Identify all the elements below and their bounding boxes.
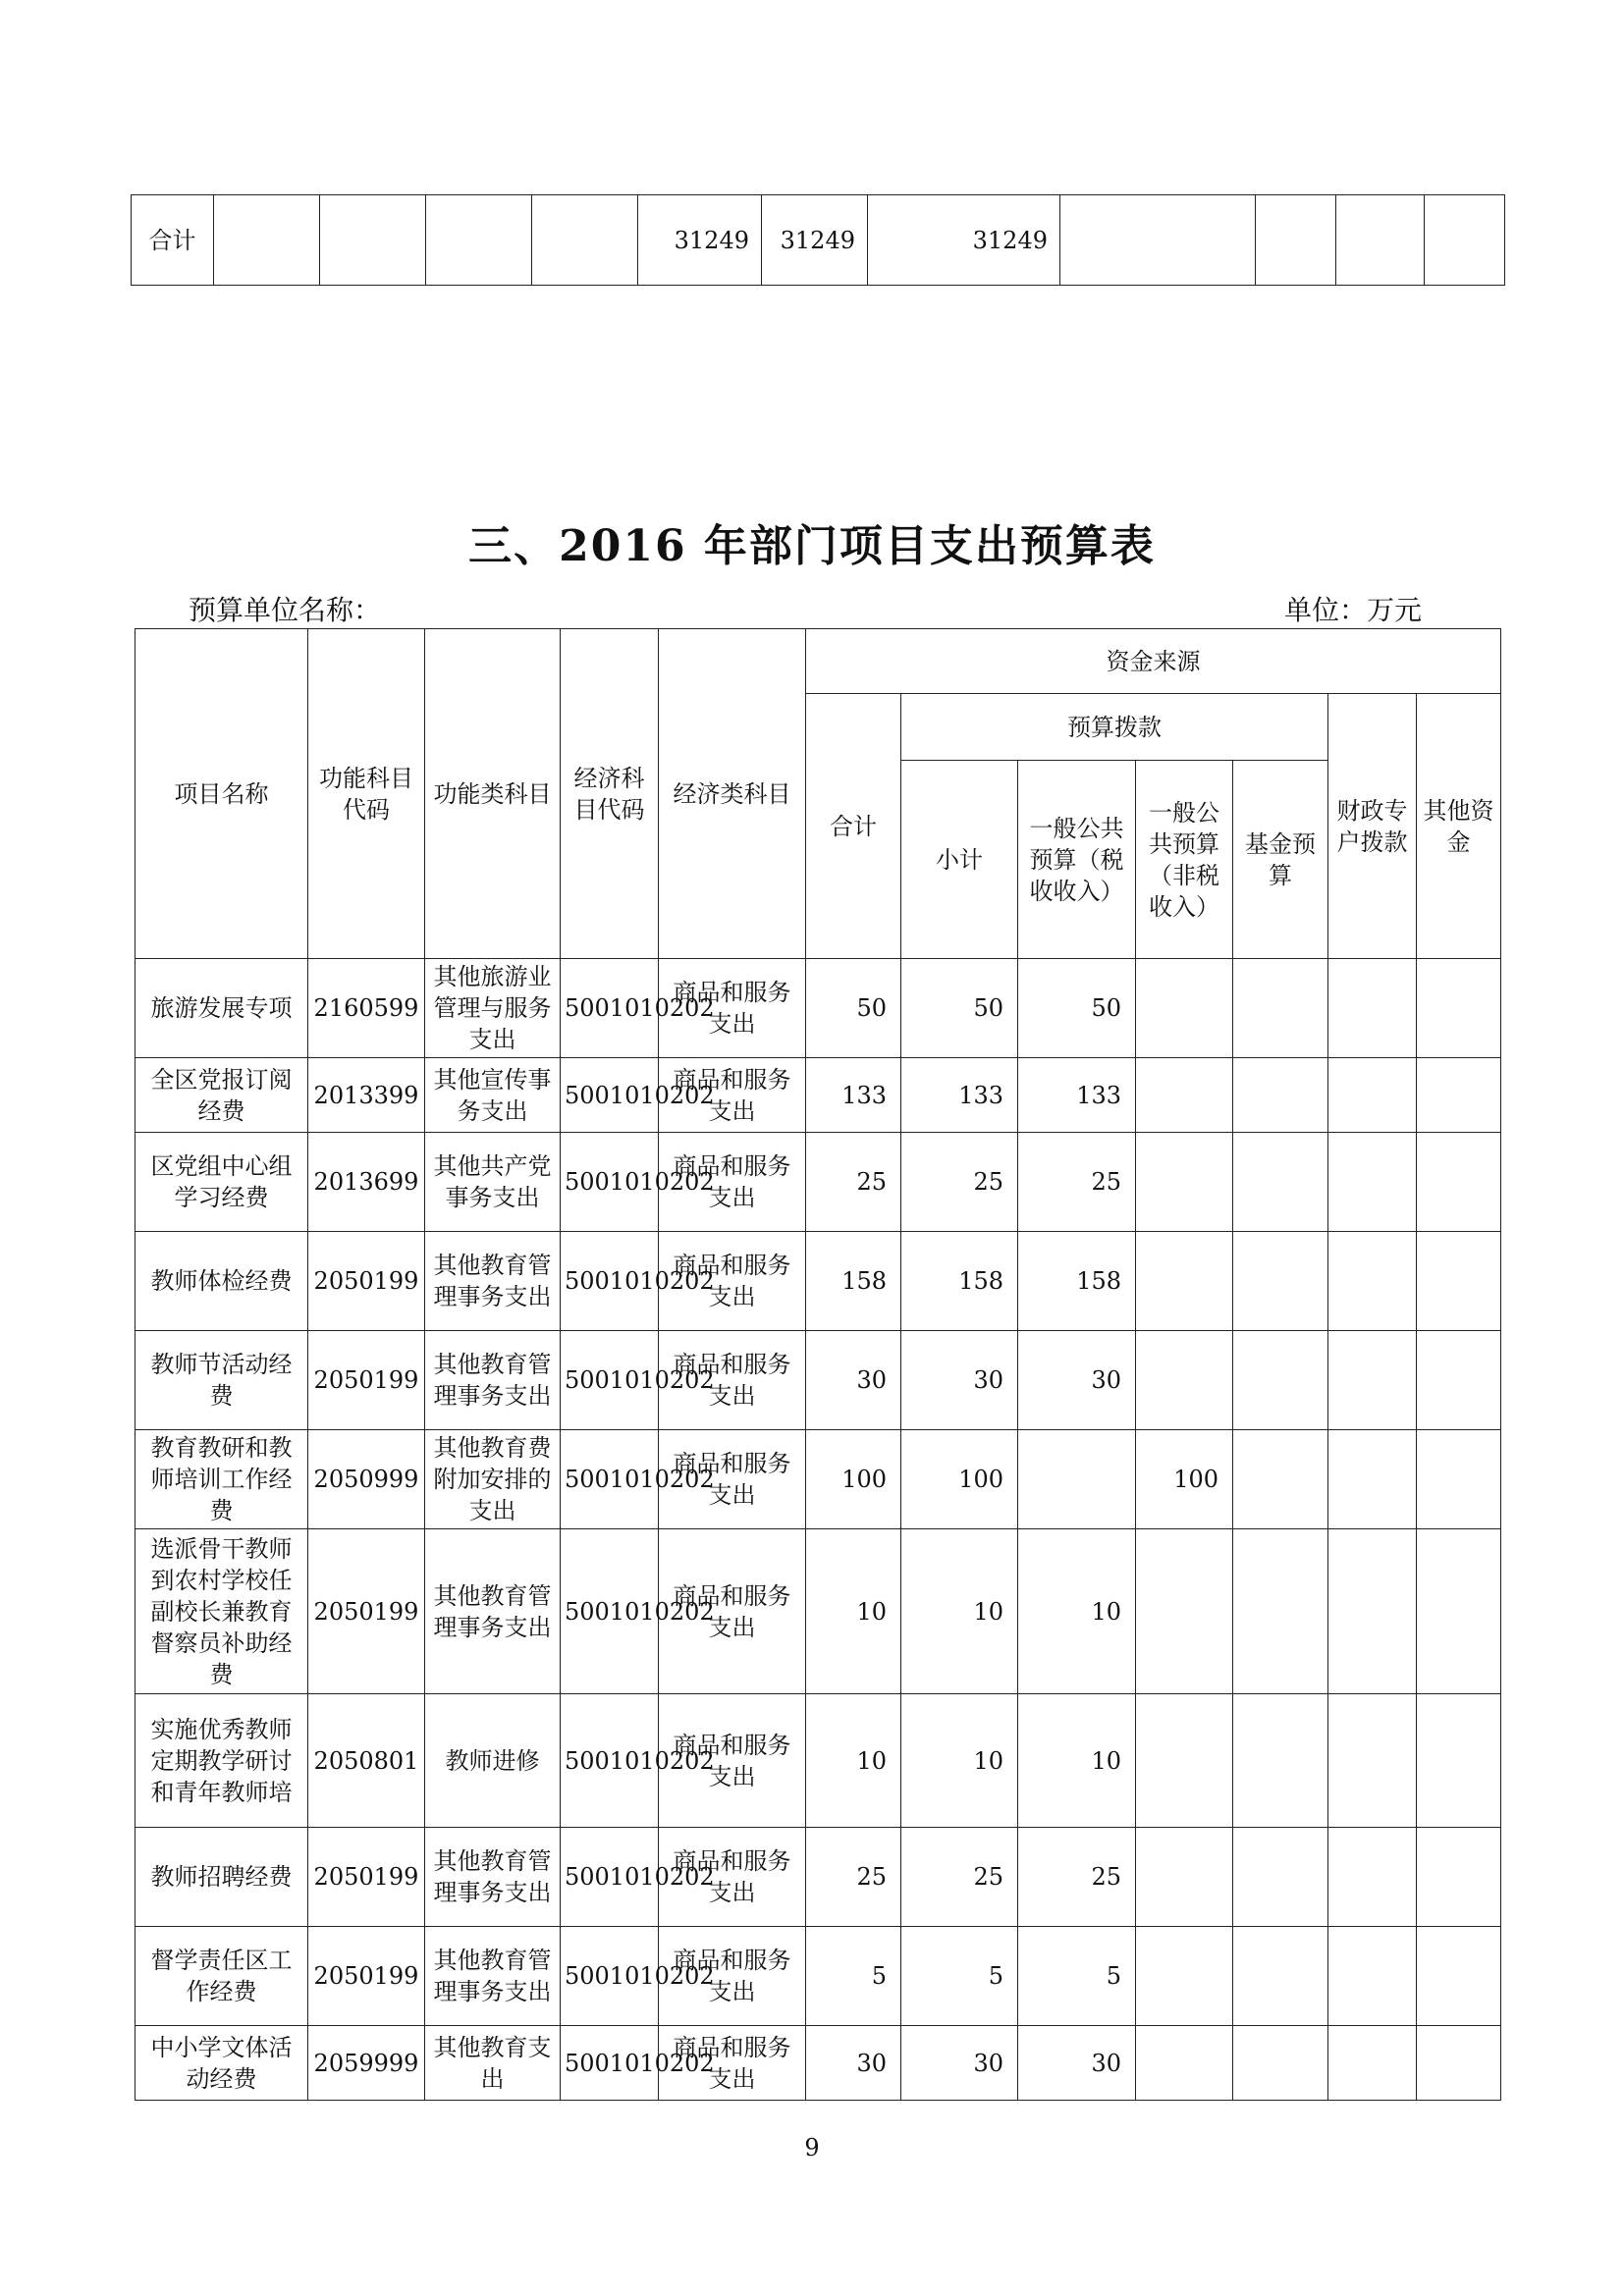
subtotal-cell: 133 (901, 1058, 1018, 1133)
func-code-cell: 2050199 (308, 1232, 425, 1331)
other-funds-cell (1417, 1058, 1501, 1133)
general-nontax-cell (1136, 1331, 1233, 1430)
total-cell (1336, 195, 1425, 286)
subtotal-cell: 25 (901, 1828, 1018, 1927)
unit-label: 单位：万元 (1284, 594, 1423, 626)
header-budget-alloc: 预算拨款 (901, 694, 1328, 761)
func-category-cell: 其他教育支出 (425, 2026, 561, 2101)
general-tax-cell: 25 (1018, 1828, 1136, 1927)
header-general-nontax: 一般公共预算（非税收入） (1136, 761, 1233, 959)
project-expense-table (135, 628, 1501, 2101)
special-alloc-cell (1328, 1694, 1417, 1828)
general-nontax-cell (1136, 1232, 1233, 1331)
other-funds-cell (1417, 959, 1501, 1058)
header-fund-source: 资金来源 (806, 629, 1501, 694)
fund-budget-cell (1233, 1232, 1328, 1331)
other-funds-cell (1417, 1529, 1501, 1694)
table-row (135, 1529, 1501, 1694)
fund-budget-cell (1233, 2026, 1328, 2101)
table-row (135, 1331, 1501, 1430)
total-cell: 31249 (868, 195, 1060, 286)
econ-category-cell: 商品和服务支出 (659, 1133, 806, 1232)
general-tax-cell: 133 (1018, 1058, 1136, 1133)
econ-code-cell: 5001010202 (561, 1694, 659, 1828)
general-tax-cell: 158 (1018, 1232, 1136, 1331)
table-row (135, 959, 1501, 1058)
table-row (135, 1133, 1501, 1232)
general-nontax-cell (1136, 1828, 1233, 1927)
general-nontax-cell: 100 (1136, 1430, 1233, 1529)
project-name-cell: 督学责任区工作经费 (135, 1927, 308, 2026)
special-alloc-cell (1328, 1058, 1417, 1133)
total-cell: 31249 (638, 195, 762, 286)
other-funds-cell (1417, 1430, 1501, 1529)
total-cell: 10 (806, 1694, 901, 1828)
table-row (135, 2026, 1501, 2101)
general-tax-cell: 5 (1018, 1927, 1136, 2026)
econ-code-cell: 5001010202 (561, 1133, 659, 1232)
project-name-cell: 教师体检经费 (135, 1232, 308, 1331)
page-number: 9 (804, 2134, 820, 2162)
func-code-cell: 2160599 (308, 959, 425, 1058)
econ-category-cell: 商品和服务支出 (659, 1927, 806, 2026)
general-nontax-cell (1136, 2026, 1233, 2101)
total-cell: 50 (806, 959, 901, 1058)
subtotal-cell: 10 (901, 1529, 1018, 1694)
other-funds-cell (1417, 1331, 1501, 1430)
econ-code-cell: 5001010202 (561, 1828, 659, 1927)
econ-code-cell: 5001010202 (561, 1232, 659, 1331)
budget-unit-name-label: 预算单位名称： (189, 594, 382, 626)
econ-code-cell: 5001010202 (561, 1331, 659, 1430)
econ-code-cell: 5001010202 (561, 959, 659, 1058)
total-cell: 30 (806, 2026, 901, 2101)
total-label: 合计 (132, 195, 214, 286)
econ-code-cell: 5001010202 (561, 1430, 659, 1529)
total-row (132, 195, 1505, 286)
econ-category-cell: 商品和服务支出 (659, 1694, 806, 1828)
func-code-cell: 2013699 (308, 1133, 425, 1232)
special-alloc-cell (1328, 1927, 1417, 2026)
general-tax-cell: 25 (1018, 1133, 1136, 1232)
total-cell (426, 195, 532, 286)
func-code-cell: 2050199 (308, 1529, 425, 1694)
fund-budget-cell (1233, 1430, 1328, 1529)
other-funds-cell (1417, 1828, 1501, 1927)
func-code-cell: 2059999 (308, 2026, 425, 2101)
header-general-tax: 一般公共预算（税收收入） (1018, 761, 1136, 959)
econ-category-cell: 商品和服务支出 (659, 1828, 806, 1927)
header-other-funds: 其他资金 (1417, 694, 1501, 959)
header-func-code: 功能科目代码 (308, 629, 425, 959)
special-alloc-cell (1328, 1133, 1417, 1232)
total-cell: 5 (806, 1927, 901, 2026)
table-row (135, 1694, 1501, 1828)
total-cell (1256, 195, 1336, 286)
func-code-cell: 2050199 (308, 1927, 425, 2026)
table-row (135, 1058, 1501, 1133)
special-alloc-cell (1328, 1232, 1417, 1331)
other-funds-cell (1417, 1694, 1501, 1828)
other-funds-cell (1417, 2026, 1501, 2101)
total-cell (320, 195, 426, 286)
total-cell (1425, 195, 1505, 286)
econ-category-cell: 商品和服务支出 (659, 1232, 806, 1331)
project-name-cell: 实施优秀教师定期教学研讨和青年教师培 (135, 1694, 308, 1828)
total-cell: 158 (806, 1232, 901, 1331)
table-row (135, 1232, 1501, 1331)
special-alloc-cell (1328, 1529, 1417, 1694)
fund-budget-cell (1233, 1133, 1328, 1232)
general-tax-cell: 10 (1018, 1694, 1136, 1828)
project-name-cell: 教师招聘经费 (135, 1828, 308, 1927)
table-row (135, 1430, 1501, 1529)
econ-category-cell: 商品和服务支出 (659, 1430, 806, 1529)
special-alloc-cell (1328, 1828, 1417, 1927)
total-cell (1060, 195, 1256, 286)
subtotal-cell: 158 (901, 1232, 1018, 1331)
econ-category-cell: 商品和服务支出 (659, 1058, 806, 1133)
header-func-category: 功能类科目 (425, 629, 561, 959)
econ-category-cell: 商品和服务支出 (659, 1529, 806, 1694)
other-funds-cell (1417, 1133, 1501, 1232)
total-cell (214, 195, 320, 286)
project-name-cell: 区党组中心组学习经费 (135, 1133, 308, 1232)
page-title: 三、2016 年部门项目支出预算表 (468, 521, 1156, 571)
general-nontax-cell (1136, 1133, 1233, 1232)
econ-category-cell: 商品和服务支出 (659, 959, 806, 1058)
subtotal-cell: 30 (901, 1331, 1018, 1430)
header-project-name: 项目名称 (135, 629, 308, 959)
total-cell: 25 (806, 1133, 901, 1232)
func-code-cell: 2050199 (308, 1331, 425, 1430)
func-category-cell: 其他教育管理事务支出 (425, 1927, 561, 2026)
project-name-cell: 教育教研和教师培训工作经费 (135, 1430, 308, 1529)
special-alloc-cell (1328, 959, 1417, 1058)
func-category-cell: 其他教育管理事务支出 (425, 1529, 561, 1694)
fund-budget-cell (1233, 1694, 1328, 1828)
fund-budget-cell (1233, 1927, 1328, 2026)
econ-category-cell: 商品和服务支出 (659, 2026, 806, 2101)
general-nontax-cell (1136, 959, 1233, 1058)
total-cell (532, 195, 638, 286)
general-tax-cell: 30 (1018, 1331, 1136, 1430)
total-cell: 25 (806, 1828, 901, 1927)
subtotal-cell: 10 (901, 1694, 1018, 1828)
total-cell: 30 (806, 1331, 901, 1430)
func-code-cell: 2013399 (308, 1058, 425, 1133)
func-category-cell: 其他旅游业管理与服务支出 (425, 959, 561, 1058)
func-category-cell: 其他共产党事务支出 (425, 1133, 561, 1232)
total-cell: 10 (806, 1529, 901, 1694)
header-fund-budget: 基金预算 (1233, 761, 1328, 959)
fund-budget-cell (1233, 1331, 1328, 1430)
general-tax-cell: 30 (1018, 2026, 1136, 2101)
fund-budget-cell (1233, 1828, 1328, 1927)
func-category-cell: 其他教育费附加安排的支出 (425, 1430, 561, 1529)
fund-budget-cell (1233, 1529, 1328, 1694)
fund-budget-cell (1233, 1058, 1328, 1133)
econ-code-cell: 5001010202 (561, 1927, 659, 2026)
fund-budget-cell (1233, 959, 1328, 1058)
func-category-cell: 教师进修 (425, 1694, 561, 1828)
header-econ-code: 经济科目代码 (561, 629, 659, 959)
header-special-alloc: 财政专户拨款 (1328, 694, 1417, 959)
total-cell: 31249 (762, 195, 868, 286)
special-alloc-cell (1328, 1331, 1417, 1430)
func-category-cell: 其他教育管理事务支出 (425, 1331, 561, 1430)
project-name-cell: 中小学文体活动经费 (135, 2026, 308, 2101)
general-tax-cell: 50 (1018, 959, 1136, 1058)
project-name-cell: 旅游发展专项 (135, 959, 308, 1058)
subtotal-cell: 50 (901, 959, 1018, 1058)
general-nontax-cell (1136, 1529, 1233, 1694)
general-nontax-cell (1136, 1058, 1233, 1133)
total-cell: 100 (806, 1430, 901, 1529)
econ-code-cell: 5001010202 (561, 1529, 659, 1694)
header-econ-category: 经济类科目 (659, 629, 806, 959)
special-alloc-cell (1328, 1430, 1417, 1529)
func-code-cell: 2050801 (308, 1694, 425, 1828)
general-tax-cell (1018, 1430, 1136, 1529)
econ-code-cell: 5001010202 (561, 2026, 659, 2101)
subtotal-cell: 25 (901, 1133, 1018, 1232)
special-alloc-cell (1328, 2026, 1417, 2101)
subtotal-cell: 100 (901, 1430, 1018, 1529)
func-category-cell: 其他教育管理事务支出 (425, 1828, 561, 1927)
previous-table-total-row (131, 194, 1505, 286)
econ-code-cell: 5001010202 (561, 1058, 659, 1133)
table-row (135, 1927, 1501, 2026)
project-name-cell: 教师节活动经费 (135, 1331, 308, 1430)
func-category-cell: 其他宣传事务支出 (425, 1058, 561, 1133)
other-funds-cell (1417, 1927, 1501, 2026)
general-nontax-cell (1136, 1694, 1233, 1828)
func-code-cell: 2050199 (308, 1828, 425, 1927)
econ-category-cell: 商品和服务支出 (659, 1331, 806, 1430)
table-row (135, 1828, 1501, 1927)
general-tax-cell: 10 (1018, 1529, 1136, 1694)
project-name-cell: 全区党报订阅经费 (135, 1058, 308, 1133)
other-funds-cell (1417, 1232, 1501, 1331)
header-subtotal: 小计 (901, 761, 1018, 959)
func-category-cell: 其他教育管理事务支出 (425, 1232, 561, 1331)
subtotal-cell: 5 (901, 1927, 1018, 2026)
header-total: 合计 (806, 694, 901, 959)
project-name-cell: 选派骨干教师到农村学校任副校长兼教育督察员补助经费 (135, 1529, 308, 1694)
func-code-cell: 2050999 (308, 1430, 425, 1529)
subtotal-cell: 30 (901, 2026, 1018, 2101)
total-cell: 133 (806, 1058, 901, 1133)
general-nontax-cell (1136, 1927, 1233, 2026)
